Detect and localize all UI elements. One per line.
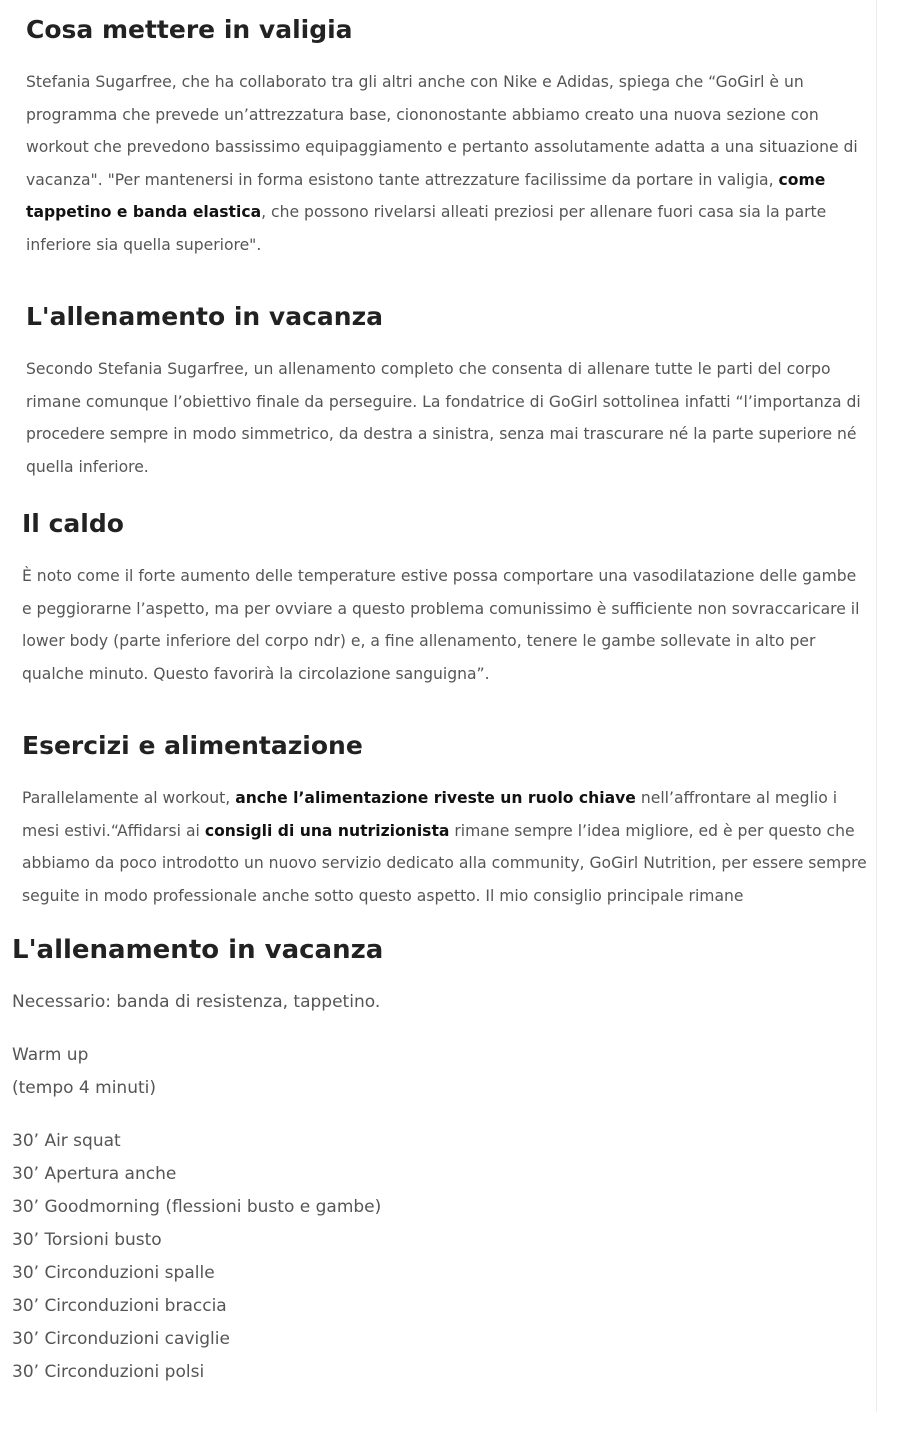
paragraph-text: Parallelamente al workout, — [22, 789, 236, 807]
section-cosa-mettere — [26, 14, 864, 261]
workout-duration: (tempo 4 minuti) — [12, 1078, 156, 1098]
workout-warmup: Warm up — [12, 1045, 89, 1065]
paragraph-bold: anche l’alimentazione riveste un ruolo chiave — [235, 789, 636, 807]
exercise-item: 30’ Torsioni busto — [12, 1230, 162, 1250]
section-heading: Esercizi e alimentazione — [22, 731, 363, 760]
section-paragraph: Secondo Stefania Sugarfree, un allenamento completo che consenta di allenare tutte le parti del corpo rimane comunque l’obiettivo finale da perseguire. La fondatrice di GoGirl sottolinea infatti “l’importanza di procedere sempre in modo simmetrico, da destra a sinistra, senza mai trascurare né la parte superiore né quella inferiore. — [26, 360, 861, 476]
paragraph-text: Stefania Sugarfree, che ha collaborato tra gli altri anche con Nike e Adidas, spiega che “GoGirl è un programma che prevede un’attrezzatura base, ciononostante abbiamo creato una nuova sezione con workout che prevedono bassissimo equipaggiamento e pertanto assolutamente adatta a una situazione di vacanza". "Per mantenersi in forma esistono tante attrezzature facilissime da portare in valigia, — [26, 73, 858, 189]
paragraph-bold: come tappetino e banda elastica — [26, 170, 826, 221]
exercise-item: 30’ Circonduzioni braccia — [12, 1296, 227, 1316]
workout-block — [12, 934, 872, 1389]
workout-necessary: Necessario: banda di resistenza, tappetino. — [12, 992, 381, 1012]
section-allenamento — [26, 301, 866, 483]
exercise-item: 30’ Apertura anche — [12, 1164, 177, 1184]
section-paragraph: È noto come il forte aumento delle temperature estive possa comportare una vasodilatazione delle gambe e peggiorarne l’aspetto, ma per ovviare a questo problema comunissimo è sufficiente non sovraccaricare il lower body (parte inferiore del corpo ndr) e, a fine allenamento, tenere le gambe sollevate in alto per qualche minuto. Questo favorirà la circolazione sanguigna”. — [22, 567, 860, 683]
exercise-list — [12, 1125, 872, 1389]
section-heading: Il caldo — [22, 509, 124, 538]
section-caldo — [22, 508, 860, 690]
section-paragraph — [22, 782, 867, 912]
section-heading: L'allenamento in vacanza — [26, 302, 383, 331]
page-edge-divider — [876, 0, 877, 1412]
section-esercizi — [22, 730, 867, 912]
exercise-item: 30’ Air squat — [12, 1131, 121, 1151]
paragraph-bold: consigli di una nutrizionista — [204, 821, 450, 840]
section-paragraph — [26, 66, 864, 261]
workout-heading: L'allenamento in vacanza — [12, 935, 384, 965]
paragraph-text: rimane sempre l’idea migliore, ed è per questo che abbiamo da poco introdotto un nuovo servizio dedicato alla community, GoGirl Nutrition, per essere sempre seguite in modo professionale anche sotto questo aspetto. Il mio consiglio principale rimane — [22, 821, 867, 905]
exercise-item: 30’ Circonduzioni polsi — [12, 1362, 205, 1382]
exercise-item: 30’ Circonduzioni spalle — [12, 1263, 215, 1283]
section-heading: Cosa mettere in valigia — [26, 15, 353, 44]
paragraph-text: nell’affrontare al meglio i mesi estivi.“Affidarsi ai — [22, 789, 838, 840]
exercise-item: 30’ Circonduzioni caviglie — [12, 1329, 230, 1349]
paragraph-text: , che possono rivelarsi alleati preziosi per allenare fuori casa sia la parte inferiore sia quella superiore". — [26, 203, 827, 254]
exercise-item: 30’ Goodmorning (flessioni busto e gambe) — [12, 1197, 382, 1217]
